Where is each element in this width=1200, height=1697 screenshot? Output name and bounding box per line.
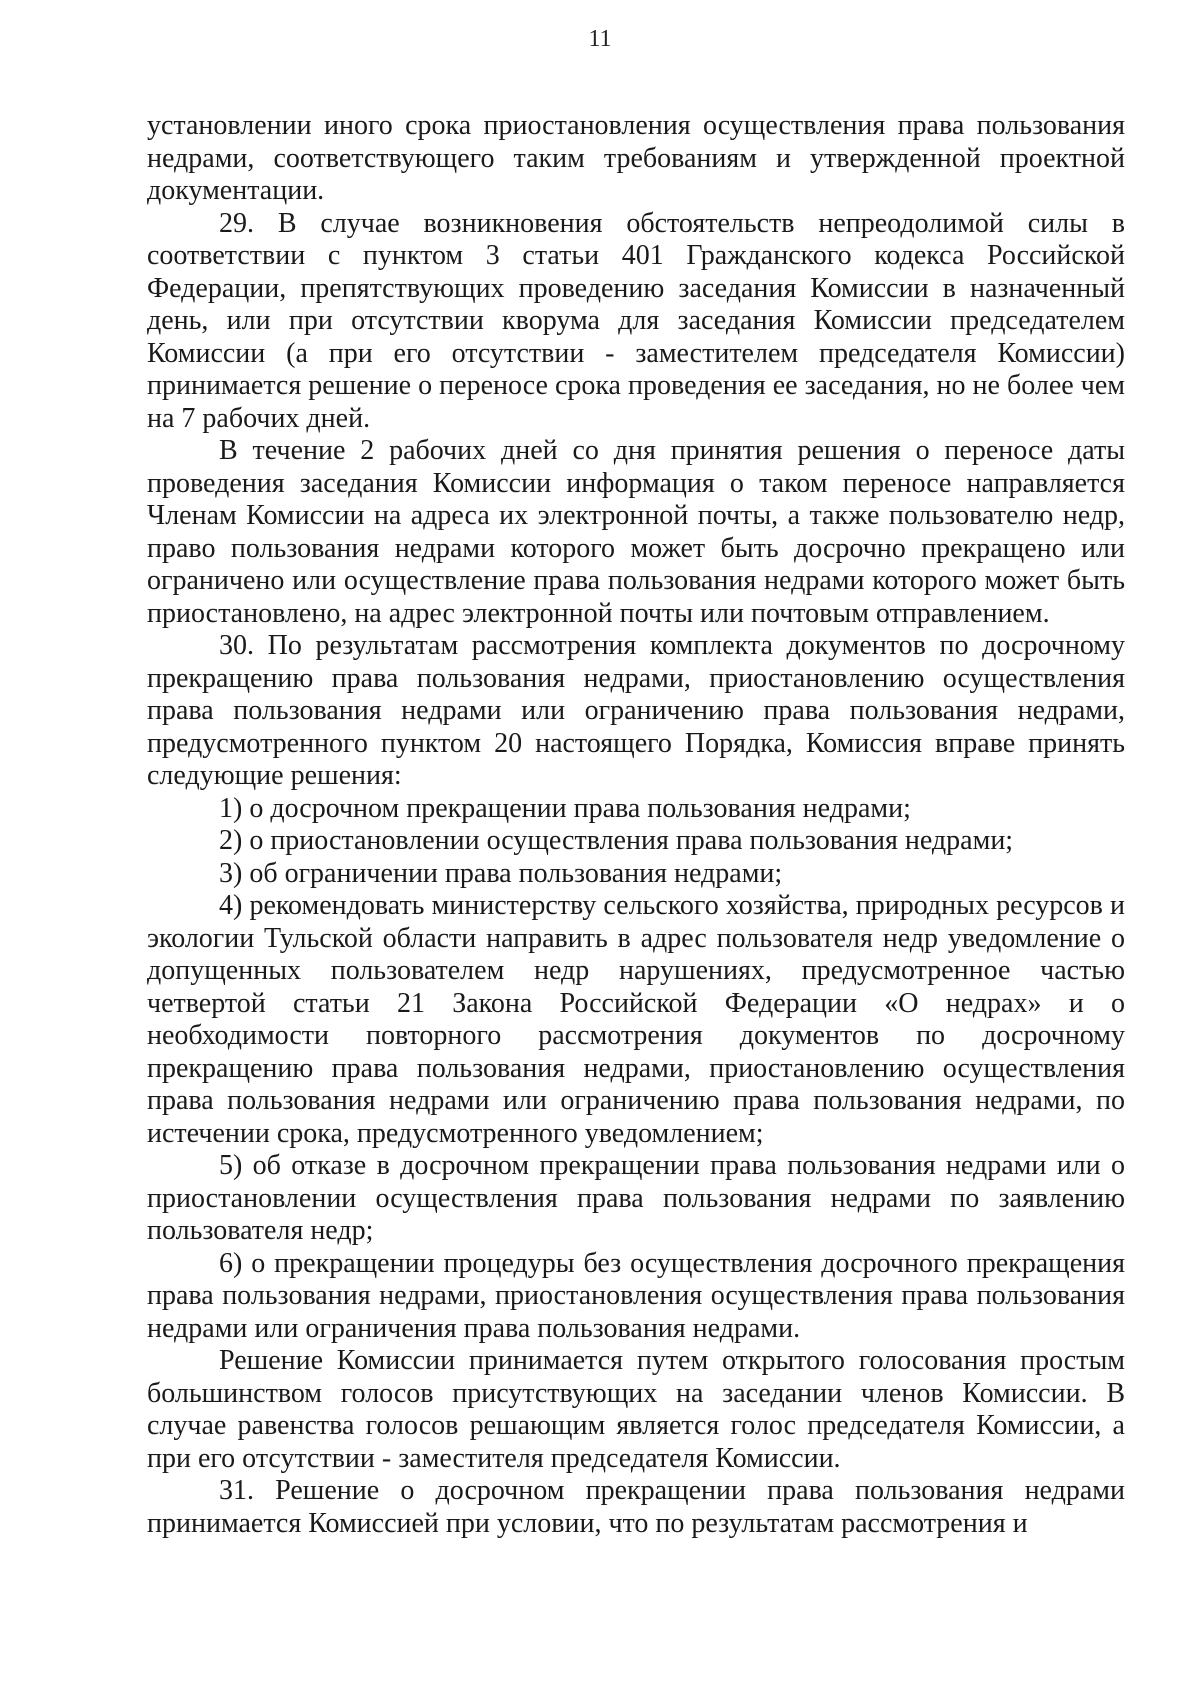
list-item-3: 3) об ограничении права пользования недрами; [219,857,783,889]
paragraph-29: 29. В случае возникновения обстоятельств непреодолимой силы в соответствии с пунктом 3 статьи 401 Гражданского кодекса Российской Федерации, препятствующих проведению заседания Комиссии в назначенный день, или при отсутствии кворума для заседания Комиссии председателем Комиссии (а при его отсутствии - заместителем председателя Комиссии) принимается решение о переносе срока проведения ее заседания, но не более чем на 7 рабочих дней. [147,207,1125,434]
paragraph-31: 31. Решение о досрочном прекращении права пользования недрами принимается Комиссией при условии, что по результатам рассмотрения и [147,1475,1125,1539]
list-item-5: 5) об отказе в досрочном прекращении права пользования недрами или о приостановлении осуществления права пользования недрами по заявлению пользователя недр; [147,1150,1125,1246]
document-body [147,110,1125,1540]
paragraph-30: 30. По результатам рассмотрения комплекта документов по досрочному прекращению права пользования недрами, приостановлению осуществления права пользования недрами или ограничению права пользования недрами, предусмотренного пунктом 20 настоящего Порядка, Комиссия вправе принять следующие решения: [147,630,1125,791]
page-number: 11 [588,26,612,52]
list-item-1: 1) о досрочном прекращении права пользования недрами; [219,792,911,824]
list-item-6: 6) о прекращении процедуры без осуществления досрочного прекращения права пользования недрами, приостановления осуществления права пользования недрами или ограничения права пользования недрами. [147,1247,1125,1344]
paragraph-voting: Решение Комиссии принимается путем открытого голосования простым большинством голосов присутствующих на заседании членов Комиссии. В случае равенства голосов решающим является голос председателя Комиссии, а при его отсутствии - заместителя председателя Комиссии. [147,1345,1125,1474]
paragraph-continuation: установлении иного срока приостановления осуществления права пользования недрами, соответствующего таким требованиям и утвержденной проектной документации. [147,110,1125,206]
list-item-2: 2) о приостановлении осуществления права пользования недрами; [219,825,1014,856]
paragraph-29-notification: В течение 2 рабочих дней со дня принятия решения о переносе даты проведения заседания Комиссии информация о таком переносе направляется Членам Комиссии на адреса их электронной почты, а также пользователю недр, право пользования недрами которого может быть досрочно прекращено или ограничено или осуществление права пользования недрами которого может быть приостановлено, на адрес электронной почты или почтовым отправлением. [147,435,1125,629]
list-item-4: 4) рекомендовать министерству сельского хозяйства, природных ресурсов и экологии Тульской области направить в адрес пользователя недр уведомление о допущенных пользователем недр нарушениях, предусмотренное частью четвертой статьи 21 Закона Российской Федерации «О недрах» и о необходимости повторного рассмотрения документов по досрочному прекращению права пользования недрами, приостановлению осуществления права пользования недрами или ограничению права пользования недрами, по истечении срока, предусмотренного уведомлением; [147,890,1125,1149]
